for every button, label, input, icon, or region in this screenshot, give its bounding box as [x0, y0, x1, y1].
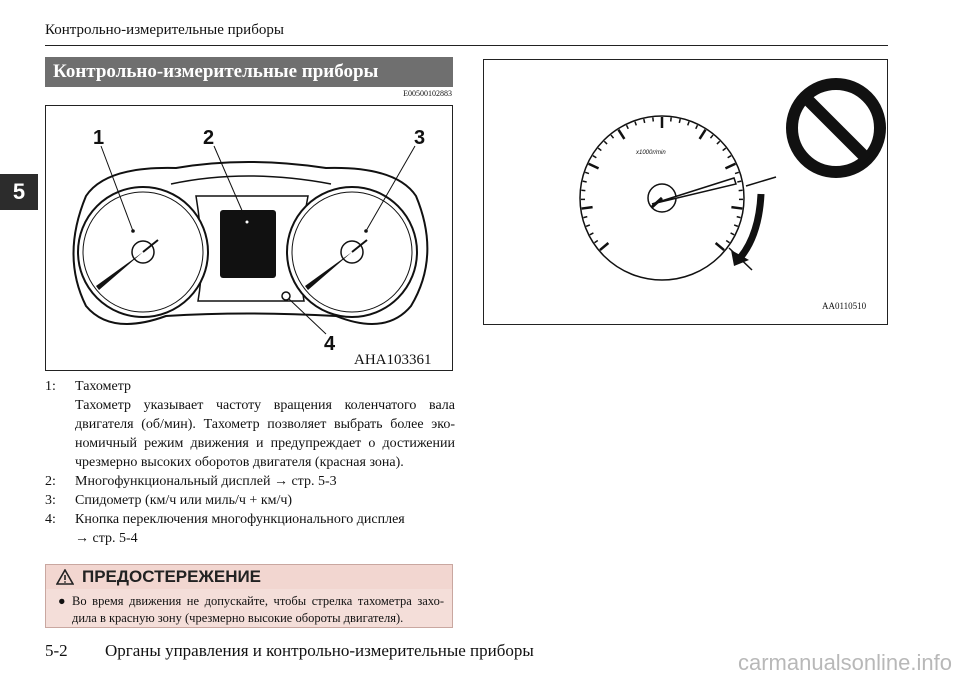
legend-text: Кнопка переключения многофункционального дисплея [75, 512, 405, 527]
legend-text: Многофункциональный дисплей → стр. 5-3 [75, 474, 337, 489]
header-rule [45, 45, 888, 46]
tick-mark [582, 207, 593, 208]
footer-title: Органы управления и контрольно-измерительные приборы [105, 641, 534, 660]
tick-mark [583, 181, 587, 182]
tachometer-warning-figure [483, 59, 888, 325]
tick-mark [583, 217, 587, 218]
warning-triangle-icon [56, 569, 74, 585]
running-header: Контрольно-измерительные приборы [45, 22, 284, 38]
chapter-tab: 5 [0, 174, 38, 210]
legend-item [45, 491, 455, 510]
warning-box [45, 564, 453, 628]
page-footer [45, 641, 534, 661]
callout-1: 1 [93, 127, 105, 149]
warning-header [46, 565, 452, 589]
page-number: 5-2 [45, 641, 68, 660]
legend-text: Тахометр [75, 379, 131, 394]
warning-title: ПРЕДОСТЕРЕЖЕНИЕ [82, 567, 262, 586]
legend-num: 1: [45, 379, 56, 394]
tick-mark [644, 119, 645, 123]
figure-id: AA0110510 [822, 301, 867, 311]
callout-2: 2 [203, 127, 215, 149]
callout-3: 3 [414, 127, 426, 149]
callout-4: 4 [324, 333, 336, 355]
legend-text: Спидометр (км/ч или миль/ч + км/ч) [75, 493, 293, 508]
tachometer-warning-drawing [484, 60, 886, 323]
tick-mark [737, 217, 741, 218]
legend-desc: → стр. 5-4 [75, 531, 138, 546]
legend-list [45, 377, 455, 548]
bullet-icon: ● [58, 594, 66, 608]
hood-line [171, 176, 331, 184]
prohibition-slash [805, 97, 867, 159]
legend-item [45, 510, 455, 529]
section-code: E00500102883 [403, 89, 452, 98]
scale-label: x1000r/min [636, 150, 666, 156]
legend-item [45, 472, 455, 491]
legend-num: 4: [45, 512, 56, 527]
tick-mark [737, 181, 741, 182]
tick-mark [679, 119, 680, 123]
instrument-cluster-drawing [46, 106, 451, 369]
legend-num: 3: [45, 493, 56, 508]
warning-text: Во время движения не допускайте, чтобы стрелка тахометра захо-дила в красную зону (чрезмерно высокие обороты двигателя). [72, 594, 444, 625]
display-switch-button [282, 292, 290, 300]
legend-desc: Тахометр указывает частоту вращения коленчатого вала двигателя (об/мин). Тахометр позволяет выбрать более эко-номичный режим движения и предупреждает о достижении чрезмерно высоких оборотов двигателя (красная зона). [75, 398, 455, 470]
legend-num: 2: [45, 474, 56, 489]
instrument-cluster-figure [45, 105, 453, 371]
tick-mark [731, 207, 742, 208]
red-zone-start-line [746, 177, 776, 186]
watermark: carmanualsonline.info [737, 650, 952, 675]
legend-item [45, 377, 455, 396]
section-title: Контрольно-измерительные приборы [45, 57, 453, 87]
warning-body [58, 593, 444, 627]
figure-id: AHA103361 [354, 352, 432, 368]
